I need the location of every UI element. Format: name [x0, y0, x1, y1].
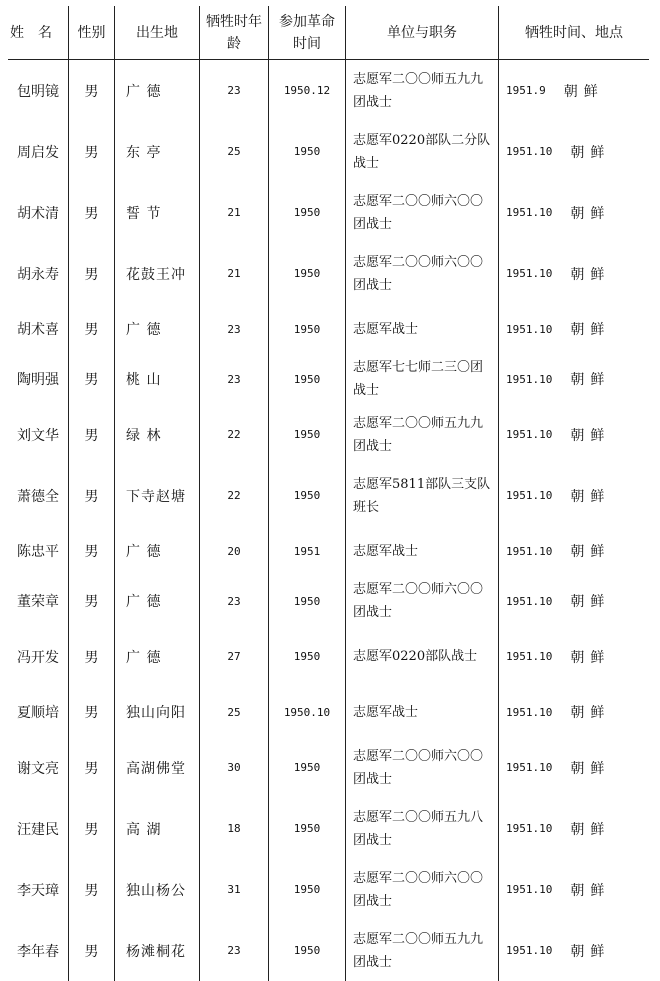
cell-age: 27: [200, 626, 269, 687]
cell-unit: 志愿军战士: [346, 304, 499, 354]
header-age: 牺牲时年龄: [200, 6, 269, 59]
cell-age: 22: [200, 465, 269, 526]
death-time: 1951.10: [506, 145, 553, 158]
cell-birthplace: 绿 林: [115, 404, 200, 465]
death-place: 朝鲜: [570, 882, 611, 899]
cell-age: 25: [200, 121, 269, 182]
cell-name: 汪建民: [8, 798, 69, 859]
header-death: 牺牲时间、地点: [525, 24, 623, 41]
cell-death: [499, 526, 649, 576]
cell-name: 谢文亮: [8, 737, 69, 798]
table-row: [8, 737, 649, 798]
cell-age: 23: [200, 576, 269, 626]
table-row: [8, 304, 649, 354]
cell-birthplace: 广 德: [115, 576, 200, 626]
cell-birthplace: 桃 山: [115, 354, 200, 404]
cell-unit: 志愿军二〇〇师五九九团战士: [346, 920, 499, 981]
header-unit: 单位与职务: [346, 6, 499, 59]
table-row: [8, 859, 649, 920]
cell-sex: 男: [69, 121, 115, 182]
death-time: 1951.10: [506, 428, 553, 441]
cell-death: [499, 798, 649, 859]
cell-name: 胡永寿: [8, 243, 69, 304]
cell-unit: 志愿军0220部队二分队战士: [346, 121, 499, 182]
cell-join-date: 1950: [269, 404, 346, 465]
cell-join-date: 1950: [269, 243, 346, 304]
cell-sex: 男: [69, 304, 115, 354]
cell-unit: 志愿军二〇〇师五九九团战士: [346, 404, 499, 465]
cell-unit: 志愿军二〇〇师五九九团战士: [346, 60, 499, 121]
cell-age: 25: [200, 687, 269, 737]
cell-birthplace: 花鼓王冲: [115, 243, 200, 304]
cell-age: 23: [200, 60, 269, 121]
cell-name: 李天璋: [8, 859, 69, 920]
cell-death: [499, 60, 649, 121]
death-place: 朝鲜: [570, 943, 611, 960]
death-time: 1951.10: [506, 206, 553, 219]
cell-death: [499, 576, 649, 626]
cell-join-date: 1950: [269, 626, 346, 687]
death-place: 朝鲜: [570, 594, 611, 610]
death-time: 1951.10: [506, 267, 553, 280]
cell-sex: 男: [69, 243, 115, 304]
cell-sex: 男: [69, 60, 115, 121]
cell-death: [499, 182, 649, 243]
header-name: 姓名: [8, 6, 69, 59]
death-time: 1951.9: [506, 84, 546, 97]
cell-birthplace: 独山向阳: [115, 687, 200, 737]
cell-name: 胡术清: [8, 182, 69, 243]
death-place: 朝鲜: [563, 83, 604, 100]
cell-join-date: 1950: [269, 354, 346, 404]
table-row: [8, 243, 649, 304]
cell-join-date: 1951: [269, 526, 346, 576]
header-join-date: 参加革命时间: [269, 6, 346, 59]
death-place: 朝鲜: [570, 649, 611, 666]
table-row: [8, 60, 649, 121]
death-place: 朝鲜: [570, 705, 611, 721]
table-row: [8, 626, 649, 687]
cell-age: 21: [200, 182, 269, 243]
cell-sex: 男: [69, 526, 115, 576]
cell-birthplace: 东 亭: [115, 121, 200, 182]
cell-age: 23: [200, 354, 269, 404]
cell-death: [499, 304, 649, 354]
cell-name: 刘文华: [8, 404, 69, 465]
death-time: 1951.10: [506, 322, 553, 336]
cell-death: [499, 859, 649, 920]
cell-birthplace: 下寺赵塘: [115, 465, 200, 526]
death-place: 朝鲜: [570, 205, 611, 222]
table-row: [8, 526, 649, 576]
cell-sex: 男: [69, 576, 115, 626]
cell-join-date: 1950: [269, 920, 346, 981]
cell-birthplace: 广 德: [115, 626, 200, 687]
cell-age: 23: [200, 304, 269, 354]
cell-age: 20: [200, 526, 269, 576]
death-place: 朝鲜: [570, 760, 611, 777]
header-birthplace: 出生地: [115, 6, 200, 59]
cell-name: 周启发: [8, 121, 69, 182]
cell-sex: 男: [69, 687, 115, 737]
cell-join-date: 1950: [269, 121, 346, 182]
cell-name: 萧德全: [8, 465, 69, 526]
death-time: 1951.10: [506, 544, 553, 558]
cell-unit: 志愿军二〇〇师六〇〇团战士: [346, 737, 499, 798]
death-place: 朝鲜: [570, 427, 611, 444]
cell-birthplace: 广 德: [115, 304, 200, 354]
cell-age: 30: [200, 737, 269, 798]
cell-birthplace: 独山杨公: [115, 859, 200, 920]
cell-join-date: 1950: [269, 182, 346, 243]
cell-age: 18: [200, 798, 269, 859]
cell-join-date: 1950.10: [269, 687, 346, 737]
cell-unit: 志愿军二〇〇师六〇〇团战士: [346, 243, 499, 304]
death-place: 朝鲜: [570, 322, 611, 338]
cell-age: 22: [200, 404, 269, 465]
cell-death: [499, 354, 649, 404]
death-time: 1951.10: [506, 822, 553, 835]
table-row: [8, 687, 649, 737]
death-place: 朝鲜: [570, 372, 611, 388]
cell-unit: 志愿军战士: [346, 687, 499, 737]
cell-join-date: 1950: [269, 798, 346, 859]
death-place: 朝鲜: [570, 488, 611, 505]
table-row: [8, 465, 649, 526]
cell-name: 胡术喜: [8, 304, 69, 354]
cell-join-date: 1950: [269, 465, 346, 526]
cell-name: 陶明强: [8, 354, 69, 404]
death-time: 1951.10: [506, 944, 553, 957]
header-sex: 性别: [69, 6, 115, 59]
cell-name: 董荣章: [8, 576, 69, 626]
cell-sex: 男: [69, 626, 115, 687]
cell-name: 冯开发: [8, 626, 69, 687]
table-row: [8, 121, 649, 182]
cell-name: 陈忠平: [8, 526, 69, 576]
cell-unit: 志愿军二〇〇师六〇〇团战士: [346, 182, 499, 243]
cell-join-date: 1950: [269, 737, 346, 798]
cell-age: 21: [200, 243, 269, 304]
death-place: 朝鲜: [570, 821, 611, 838]
cell-unit: 志愿军二〇〇师六〇〇团战士: [346, 576, 499, 626]
cell-birthplace: 广 德: [115, 60, 200, 121]
cell-sex: 男: [69, 404, 115, 465]
cell-join-date: 1950: [269, 576, 346, 626]
table-row: [8, 354, 649, 404]
cell-sex: 男: [69, 182, 115, 243]
cell-birthplace: 杨滩桐花: [115, 920, 200, 981]
cell-birthplace: 广 德: [115, 526, 200, 576]
cell-sex: 男: [69, 737, 115, 798]
cell-death: [499, 626, 649, 687]
table-header-row: [8, 6, 649, 60]
death-place: 朝鲜: [570, 544, 611, 560]
cell-unit: 志愿军二〇〇师五九八团战士: [346, 798, 499, 859]
cell-death: [499, 737, 649, 798]
martyrs-table: [8, 6, 649, 981]
cell-join-date: 1950.12: [269, 60, 346, 121]
cell-name: 夏顺培: [8, 687, 69, 737]
cell-death: [499, 121, 649, 182]
death-time: 1951.10: [506, 372, 553, 386]
cell-join-date: 1950: [269, 304, 346, 354]
cell-name: 包明镜: [8, 60, 69, 121]
death-time: 1951.10: [506, 705, 553, 719]
cell-sex: 男: [69, 859, 115, 920]
cell-unit: 志愿军战士: [346, 526, 499, 576]
cell-age: 31: [200, 859, 269, 920]
table-row: [8, 182, 649, 243]
cell-age: 23: [200, 920, 269, 981]
cell-death: [499, 465, 649, 526]
table-row: [8, 920, 649, 981]
death-time: 1951.10: [506, 650, 553, 663]
cell-join-date: 1950: [269, 859, 346, 920]
cell-death: [499, 404, 649, 465]
cell-sex: 男: [69, 465, 115, 526]
cell-unit: 志愿军七七师二三〇团战士: [346, 354, 499, 404]
cell-birthplace: 高 湖: [115, 798, 200, 859]
death-time: 1951.10: [506, 761, 553, 774]
cell-sex: 男: [69, 798, 115, 859]
table-row: [8, 576, 649, 626]
death-time: 1951.10: [506, 594, 553, 608]
cell-unit: 志愿军二〇〇师六〇〇团战士: [346, 859, 499, 920]
death-time: 1951.10: [506, 489, 553, 502]
cell-birthplace: 誓 节: [115, 182, 200, 243]
cell-unit: 志愿军5811部队三支队班长: [346, 465, 499, 526]
table-body: [8, 60, 649, 981]
table-row: [8, 798, 649, 859]
cell-sex: 男: [69, 354, 115, 404]
table-row: [8, 404, 649, 465]
cell-birthplace: 高湖佛堂: [115, 737, 200, 798]
death-place: 朝鲜: [570, 144, 611, 161]
cell-death: [499, 687, 649, 737]
cell-death: [499, 920, 649, 981]
cell-name: 李年春: [8, 920, 69, 981]
death-time: 1951.10: [506, 883, 553, 896]
cell-sex: 男: [69, 920, 115, 981]
cell-unit: 志愿军0220部队战士: [346, 626, 499, 687]
death-place: 朝鲜: [570, 266, 611, 283]
cell-death: [499, 243, 649, 304]
